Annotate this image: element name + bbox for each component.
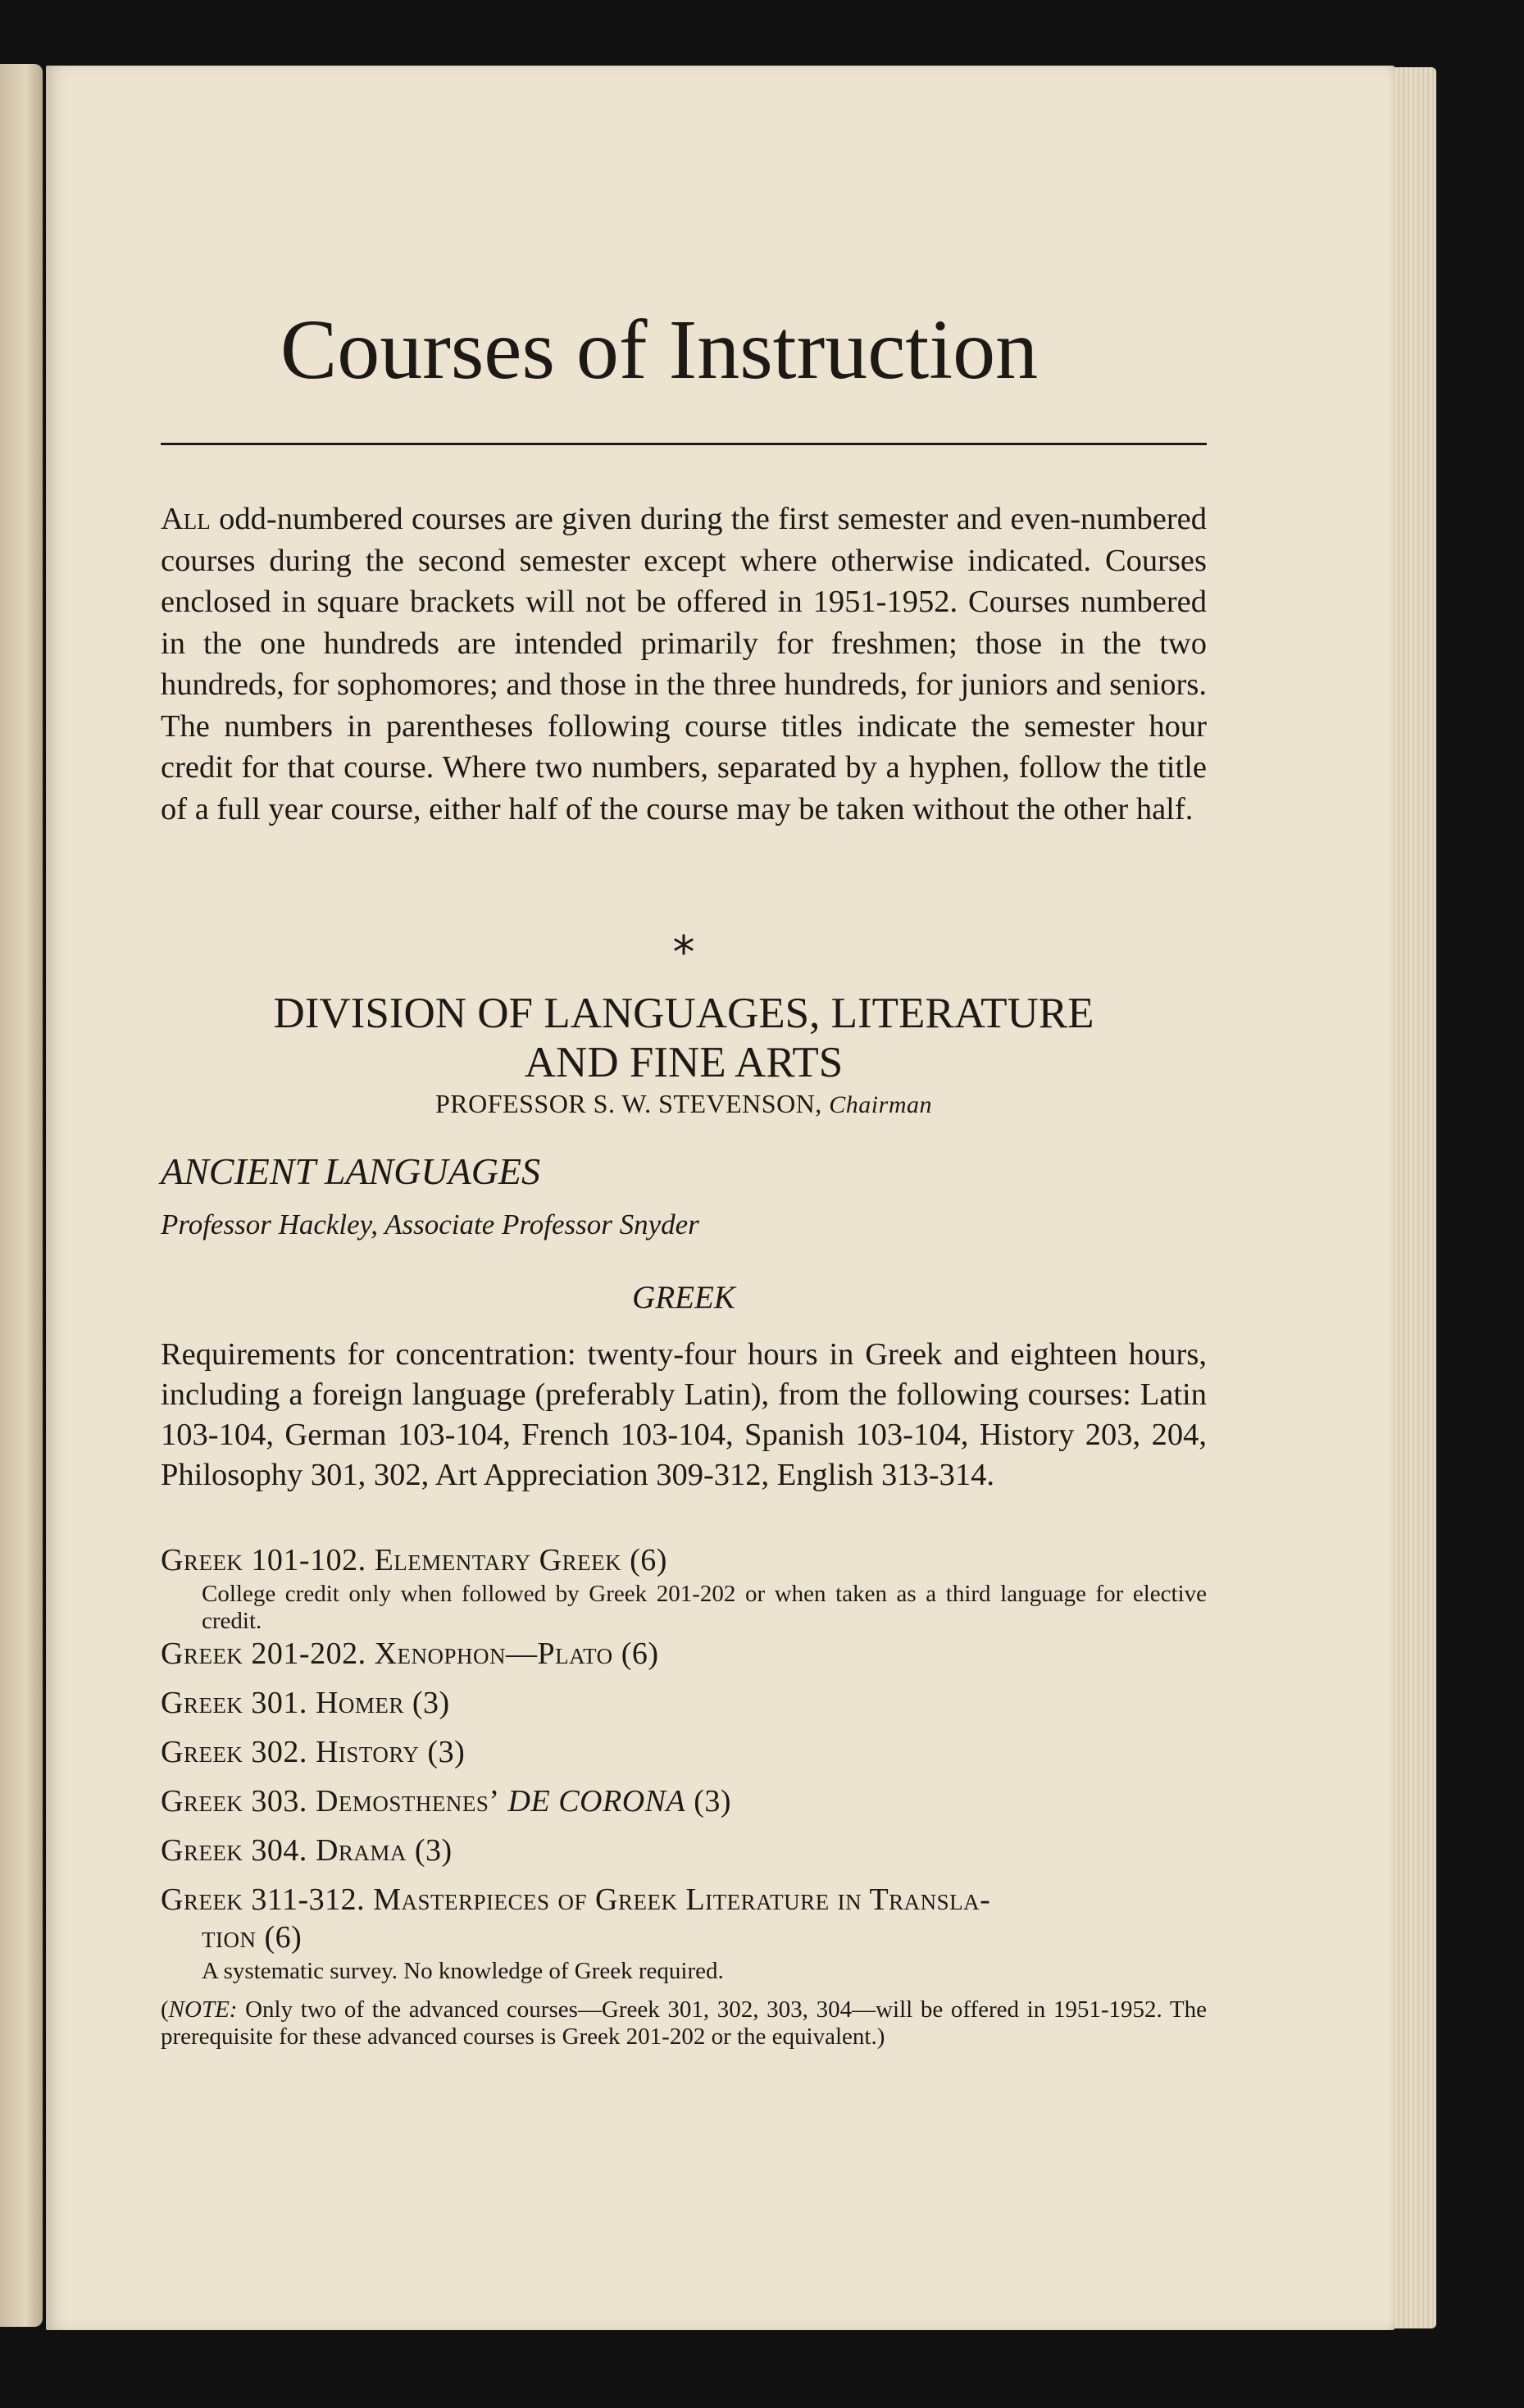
asterisk-ornament: *	[672, 926, 695, 978]
note-label: NOTE:	[168, 1996, 238, 2023]
book-page	[46, 66, 1395, 2330]
division-heading	[161, 989, 1207, 1087]
department-faculty: Professor Hackley, Associate Professor Snyder	[161, 1209, 699, 1240]
course-name: Masterpieces of Greek Literature in Transla-	[373, 1882, 991, 1917]
division-chair	[161, 1089, 1207, 1119]
note-text: Only two of the advanced courses—Greek 301, 302, 303, 304—will be offered in 1951-1952. The prerequisite for these advanced courses is Greek 201-202 or the equivalent.)	[161, 1996, 1207, 2050]
course-code: Greek 311-312.	[161, 1882, 366, 1917]
intro-lead: All	[161, 502, 211, 536]
course-credit: (3)	[414, 1833, 453, 1868]
course-name: Drama	[315, 1833, 407, 1868]
chair-title: Chairman	[829, 1091, 932, 1118]
course-entry	[161, 1541, 1207, 1579]
department-heading: ANCIENT LANGUAGES	[161, 1150, 541, 1192]
course-code: Greek 303.	[161, 1784, 307, 1819]
course-name: Homer	[315, 1686, 404, 1720]
page-title: Courses of Instruction	[280, 303, 1039, 397]
course-description: College credit only when followed by Greek 201-202 or when taken as a third language for elective credit.	[202, 1581, 1207, 1634]
course-code: Greek 304.	[161, 1833, 307, 1868]
greek-heading: GREEK	[632, 1280, 735, 1315]
division-line-2: AND FINE ARTS	[524, 1039, 844, 1086]
division-line-1: DIVISION OF LANGUAGES, LITERATURE	[273, 990, 1094, 1037]
course-entry	[161, 1684, 1207, 1722]
course-name-continued: tion	[202, 1920, 257, 1955]
course-entry	[161, 1782, 1207, 1820]
advanced-courses-note	[161, 1996, 1207, 2051]
intro-paragraph	[161, 498, 1207, 830]
course-credit: (3)	[412, 1686, 450, 1720]
course-entry	[161, 1881, 1207, 1956]
course-credit: (6)	[630, 1543, 667, 1577]
course-name: History	[315, 1735, 420, 1769]
course-name: Elementary Greek	[374, 1543, 622, 1577]
note-open-paren: (	[161, 1996, 169, 2023]
intro-text: odd-numbered courses are given during the first semester and even-numbered courses during the second semester except where otherwise indicated. Courses enclosed in square brackets will not be offered in 1951-1952. Courses numbered in the one hundreds are intended primarily for freshmen; those in the two hundreds, for sophomores; and those in the three hundreds, for juniors and seniors. The numbers in parentheses following course titles indicate the semester hour credit for that course. Where two numbers, separated by a hyphen, follow the title of a full year course, either half of the course may be taken without the other half.	[161, 502, 1207, 826]
concentration-requirements: Requirements for concentration: twenty-four hours in Greek and eighteen hours, including a foreign language (preferably Latin), from the following courses: Latin 103-104, German 103-104, French 103-104, Spanish 103-104, History 203, 204, Philosophy 301, 302, Art Appreciation 309-312, English 313-314.	[161, 1337, 1207, 1492]
course-entry	[161, 1832, 1207, 1869]
course-name: Xenophon—Plato	[374, 1636, 613, 1671]
course-credit: (3)	[427, 1735, 466, 1769]
course-list	[161, 1541, 1207, 2051]
course-credit: (6)	[264, 1920, 303, 1955]
course-credit: (6)	[621, 1636, 659, 1671]
course-entry	[161, 1635, 1207, 1673]
course-code: Greek 301.	[161, 1686, 307, 1720]
course-description: A systematic survey. No knowledge of Greek required.	[202, 1958, 724, 1984]
course-entry	[161, 1733, 1207, 1771]
course-code: Greek 201-202.	[161, 1636, 366, 1671]
course-code: Greek 101-102.	[161, 1543, 366, 1577]
course-credit: (3)	[694, 1784, 732, 1819]
title-rule	[161, 443, 1207, 445]
previous-page-edge	[0, 64, 43, 2327]
course-name: Demosthenes’	[315, 1784, 500, 1819]
course-name-italic: DE CORONA	[507, 1784, 686, 1819]
chair-name: PROFESSOR S. W. STEVENSON,	[435, 1089, 830, 1118]
course-code: Greek 302.	[161, 1735, 307, 1769]
